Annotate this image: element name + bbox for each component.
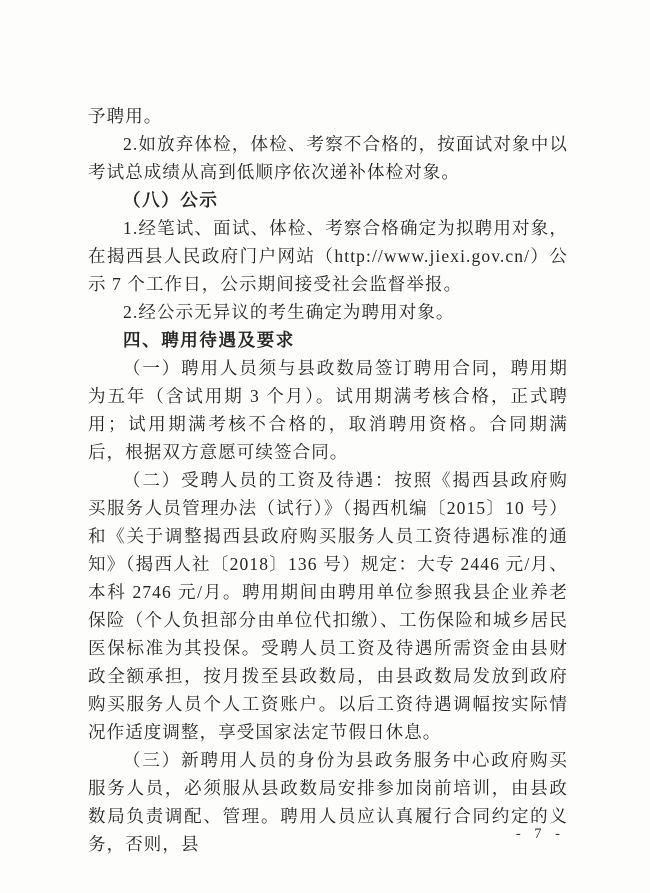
document-body [88, 102, 568, 858]
paragraph-salary-and-benefits: （二）受聘人员的工资及待遇：按照《揭西县政府购买服务人员管理办法（试行）》（揭西机编〔2015〕10 号）和《关于调整揭西县政府购买服务人员工资待遇标准的通知》（揭西人社〔2018〕136 号）规定：大专 2446 元/月、本科 2746 元/月。聘用期间由聘用单位参照我县企业养老保险（个人负担部分由单位代扣缴）、工伤保险和城乡居民医保标准为其投保。受聘人员工资及待遇所需资金由县财政全额承担，按月拨至县政数局，由县政数局发放到政府购买服务人员个人工资账户。以后工资待遇调幅按实际情况作适度调整，享受国家法定节假日休息。 [88, 470, 568, 742]
paragraph-staff-identity-and-training: （三）新聘用人员的身份为县政务服务中心政府购买服务人员，必须服从县政数局安排参加岗前培训，由县政数局负责调配、管理。聘用人员应认真履行合同约定的义务，否则，县 [88, 750, 568, 854]
paragraph-public-notice-website: 1.经笔试、面试、体检、考察合格确定为拟聘用对象，在揭西县人民政府门户网站（http://www.jiexi.gov.cn/）公示 7 个工作日，公示期间接受社会监督举报。 [88, 218, 568, 294]
paragraph-contract-term: （一）聘用人员须与县政数局签订聘用合同，聘用期为五年（含试用期 3 个月）。试用期满考核合格，正式聘用；试用期满考核不合格的，取消聘用资格。合同期满后，根据双方意愿可续签合同。 [88, 358, 568, 462]
section-heading-public-notice: （八）公示 [123, 190, 219, 210]
paragraph-continuation: 予聘用。 [88, 106, 163, 126]
paragraph-no-objection-confirmation: 2.经公示无异议的考生确定为聘用对象。 [123, 302, 455, 322]
paragraph-medical-reexam-rule: 2.如放弃体检，体检、考察不合格的，按面试对象中以考试总成绩从高到低顺序依次递补体检对象。 [88, 134, 568, 182]
page-number: - 7 - [515, 826, 565, 842]
chapter-heading-employment-terms: 四、聘用待遇及要求 [123, 330, 295, 350]
